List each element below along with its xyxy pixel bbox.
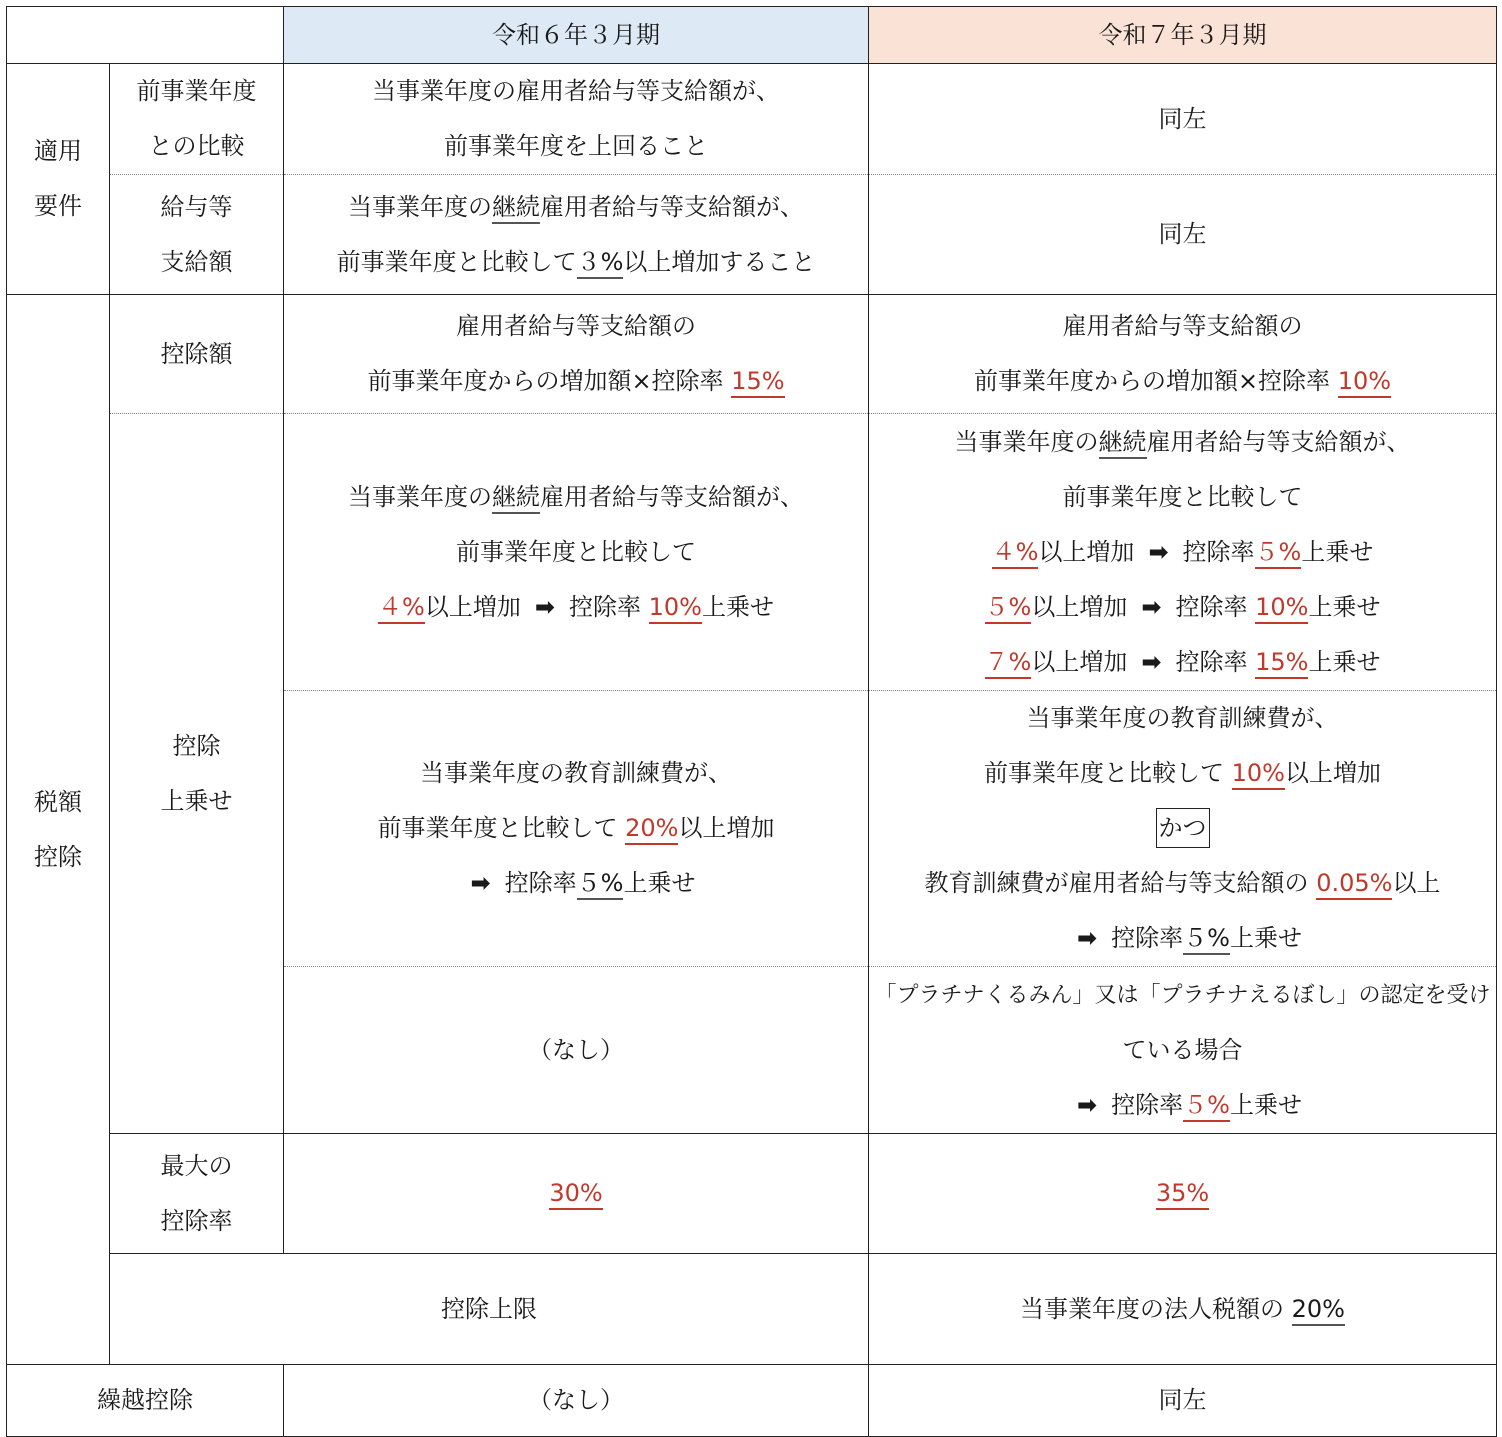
tier-row: ７%以上増加 ➡ 控除率 15%上乗せ: [869, 635, 1496, 690]
label-payroll: 給与等 支給額: [110, 175, 284, 295]
cell-deduction-r6: 雇用者給与等支給額の 前事業年度からの増加額×控除率 15%: [284, 295, 869, 414]
arrow-icon: ➡: [470, 869, 491, 897]
tier-row: ５%以上増加 ➡ 控除率 10%上乗せ: [869, 580, 1496, 635]
group-applicability: 適用 要件: [7, 64, 110, 295]
tax-credit-comparison-table: [6, 6, 1497, 1437]
label-comparison: 前事業年度 との比較: [110, 64, 284, 175]
label-deduction: 控除額: [110, 295, 284, 414]
arrow-icon: ➡: [1077, 924, 1098, 952]
arrow-icon: ➡: [1077, 1090, 1098, 1119]
cell-payroll-r6: 当事業年度の継続雇用者給与等支給額が、 前事業年度と比較して３%以上増加すること: [284, 175, 869, 295]
arrow-icon: ➡: [1141, 647, 1162, 676]
cell-carryforward-r7: 同左: [869, 1365, 1497, 1437]
label-carryforward: 繰越控除: [7, 1365, 284, 1437]
cell-surcharge-education-r7: 当事業年度の教育訓練費が、 前事業年度と比較して 10%以上増加 かつ 教育訓練費が雇用者給与等支給額の 0.05%以上 ➡ 控除率５%上乗せ: [869, 691, 1497, 967]
cell-surcharge-continuous-r6: 当事業年度の継続雇用者給与等支給額が、 前事業年度と比較して ４%以上増加 ➡ 控除率 10%上乗せ: [284, 414, 869, 691]
group-tax-credit: 税額 控除: [7, 295, 110, 1365]
cell-comparison-r7: 同左: [869, 64, 1497, 175]
cell-surcharge-education-r6: 当事業年度の教育訓練費が、 前事業年度と比較して 20%以上増加 ➡ 控除率５%上乗せ: [284, 691, 869, 967]
cell-max-rate-r6: 30%: [284, 1134, 869, 1254]
arrow-icon: ➡: [1141, 592, 1162, 621]
header-r7: 令和７年３月期: [869, 7, 1497, 64]
cell-surcharge-platinum-r7: 「プラチナくるみん」又は「プラチナえるぼし」の認定を受け ている場合 ➡ 控除率５%上乗せ: [869, 967, 1497, 1134]
cell-comparison-r6: 当事業年度の雇用者給与等支給額が、 前事業年度を上回ること: [284, 64, 869, 175]
cell-surcharge-platinum-r6: （なし）: [284, 967, 869, 1134]
label-cap: 控除上限: [110, 1254, 869, 1365]
cell-payroll-r7: 同左: [869, 175, 1497, 295]
arrow-icon: ➡: [1148, 537, 1169, 566]
label-surcharge: 控除 上乗せ: [110, 414, 284, 1134]
arrow-icon: ➡: [534, 592, 555, 621]
cell-deduction-r7: 雇用者給与等支給額の 前事業年度からの増加額×控除率 10%: [869, 295, 1497, 414]
label-max-rate: 最大の 控除率: [110, 1134, 284, 1254]
header-r6: 令和６年３月期: [284, 7, 869, 64]
corner-cell: [7, 7, 284, 64]
and-box: かつ: [1156, 808, 1210, 848]
cell-cap-r6: 当事業年度の法人税額の 20%: [869, 1254, 1497, 1365]
cell-carryforward-r6: （なし）: [284, 1365, 869, 1437]
tier-row: ４%以上増加 ➡ 控除率５%上乗せ: [869, 525, 1496, 580]
cell-surcharge-continuous-r7: 当事業年度の継続雇用者給与等支給額が、 前事業年度と比較して ４%以上増加 ➡ 控除率５%上乗せ ５%以上増加 ➡ 控除率 10%上乗せ ７%以上増加 ➡ 控除率 15%上乗せ: [869, 414, 1497, 691]
cell-max-rate-r7: 35%: [869, 1134, 1497, 1254]
